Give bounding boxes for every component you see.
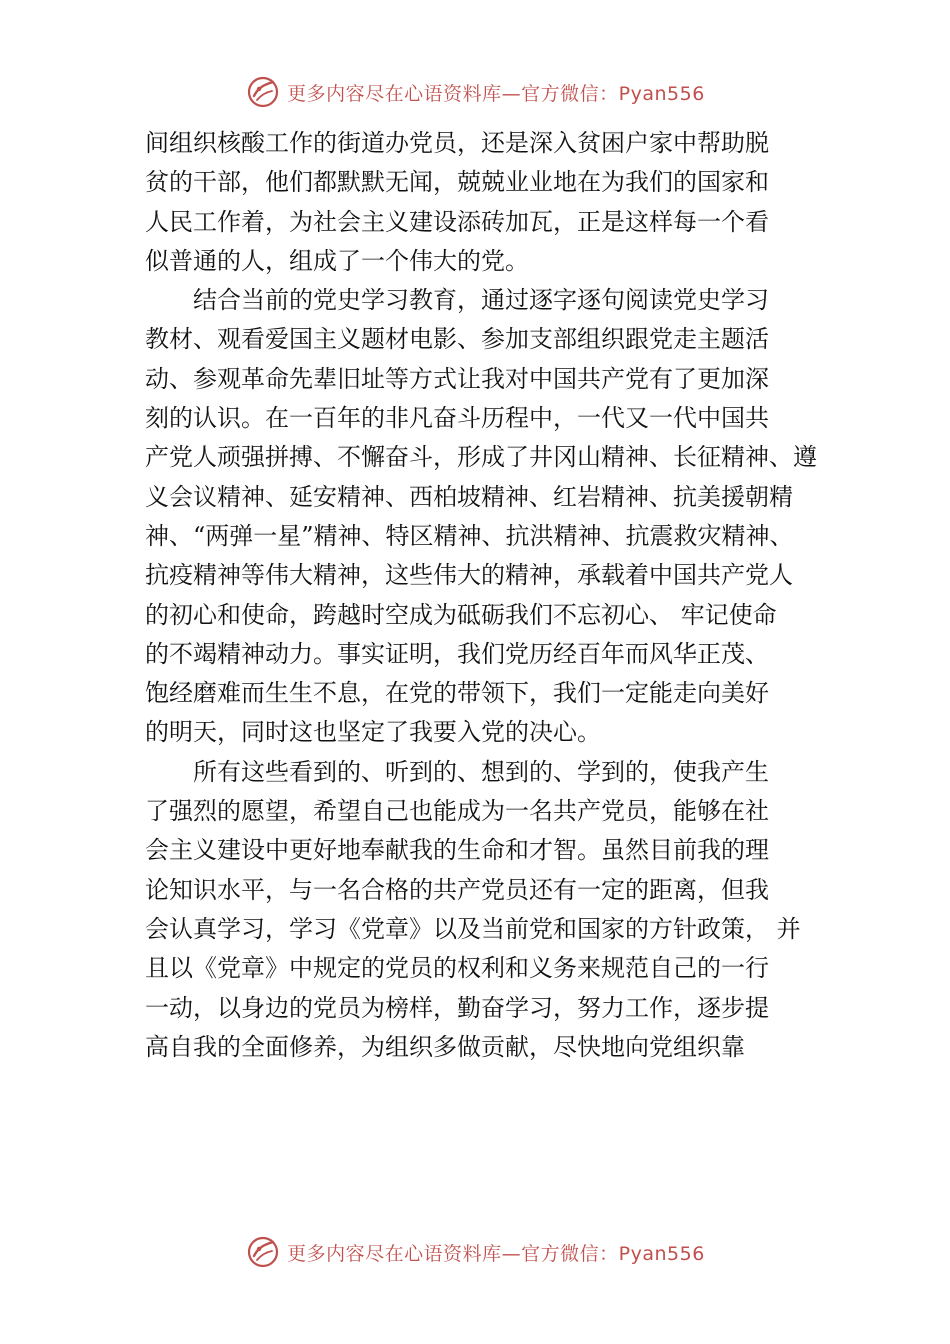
paragraph — [145, 281, 825, 753]
text-line: 所有这些看到的、听到的、想到的、学到的，使我产生 — [193, 757, 769, 786]
text-line: 结合当前的党史学习教育，通过逐字逐句阅读党史学习 — [193, 286, 769, 315]
footer-banner-text: 更多内容尽在心语资料库—官方微信：Pyan556 — [287, 1242, 705, 1265]
header-banner-text: 更多内容尽在心语资料库—官方微信：Pyan556 — [287, 82, 705, 105]
text-line: 的不竭精神动力。事实证明，我们党历经百年而风华正茂、 — [145, 639, 769, 668]
document-body — [145, 124, 825, 1067]
text-line: 贫的干部，他们都默默无闻，兢兢业业地在为我们的国家和 — [145, 168, 769, 197]
text-line: 人民工作着，为社会主义建设添砖加瓦，正是这样每一个看 — [145, 207, 769, 236]
text-line: 了强烈的愿望，希望自己也能成为一名共产党员，能够在社 — [145, 797, 769, 826]
text-line: 的初心和使命，跨越时空成为砥砺我们不忘初心、 牢记使命 — [145, 600, 777, 629]
text-line: 饱经磨难而生生不息，在党的带领下，我们一定能走向美好 — [145, 679, 769, 708]
text-line: 的明天，同时这也坚定了我要入党的决心。 — [145, 718, 601, 747]
text-line: 抗疫精神等伟大精神，这些伟大的精神，承载着中国共产党人 — [145, 561, 793, 590]
text-line: 似普通的人，组成了一个伟大的党。 — [145, 246, 529, 275]
text-line: 神、“两弹一星”精神、特区精神、抗洪精神、抗震救灾精神、 — [145, 521, 794, 550]
paragraph — [145, 124, 825, 281]
text-line: 刻的认识。在一百年的非凡奋斗历程中，一代又一代中国共 — [145, 404, 769, 433]
text-line: 动、参观革命先辈旧址等方式让我对中国共产党有了更加深 — [145, 364, 769, 393]
text-line: 义会议精神、延安精神、西柏坡精神、红岩精神、抗美援朝精 — [145, 482, 793, 511]
header-banner — [0, 72, 950, 112]
text-line: 会主义建设中更好地奉献我的生命和才智。虽然目前我的理 — [145, 836, 769, 865]
text-line: 一动，以身边的党员为榜样，勤奋学习，努力工作，逐步提 — [145, 993, 769, 1022]
text-line: 间组织核酸工作的街道办党员，还是深入贫困户家中帮助脱 — [145, 129, 769, 157]
text-line: 产党人顽强拼搏、不懈奋斗，形成了井冈山精神、长征精神、遵 — [145, 443, 817, 472]
text-line: 教材、观看爱国主义题材电影、参加支部组织跟党走主题活 — [145, 325, 769, 354]
footer-banner — [0, 1232, 950, 1272]
text-line: 会认真学习，学习《党章》以及当前党和国家的方针政策， 并 — [145, 914, 801, 943]
text-line: 高自我的全面修养，为组织多做贡献，尽快地向党组织靠 — [145, 1032, 745, 1061]
text-line: 论知识水平，与一名合格的共产党员还有一定的距离，但我 — [145, 875, 769, 904]
logo-icon — [245, 1234, 281, 1270]
text-line: 且以《党章》中规定的党员的权利和义务来规范自己的一行 — [145, 954, 769, 983]
logo-icon — [245, 74, 281, 110]
paragraph — [145, 753, 825, 1067]
